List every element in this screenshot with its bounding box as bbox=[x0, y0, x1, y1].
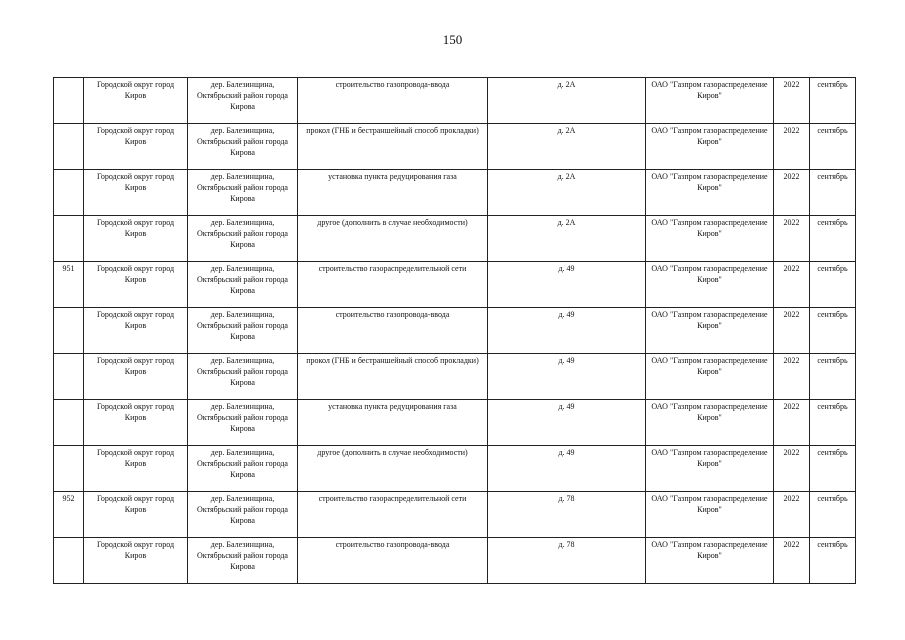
municipality-cell: Городской округ город Киров bbox=[84, 446, 188, 492]
row-number-cell bbox=[54, 124, 84, 170]
locality-cell: дер. Балезинщина, Октябрьский район города Кирова bbox=[188, 216, 298, 262]
table-row bbox=[54, 308, 856, 354]
row-number-cell bbox=[54, 354, 84, 400]
row-number-cell bbox=[54, 308, 84, 354]
house-cell: д. 2А bbox=[488, 78, 646, 124]
organization-cell: ОАО "Газпром газораспределение Киров" bbox=[646, 492, 774, 538]
table-row bbox=[54, 354, 856, 400]
month-cell: сентябрь bbox=[810, 308, 856, 354]
month-cell: сентябрь bbox=[810, 216, 856, 262]
table-row bbox=[54, 216, 856, 262]
page-number: 150 bbox=[442, 32, 463, 47]
row-number-cell bbox=[54, 78, 84, 124]
year-cell: 2022 bbox=[774, 170, 810, 216]
locality-cell: дер. Балезинщина, Октябрьский район города Кирова bbox=[188, 492, 298, 538]
row-number-cell bbox=[54, 538, 84, 584]
locality-cell: дер. Балезинщина, Октябрьский район города Кирова bbox=[188, 308, 298, 354]
organization-cell: ОАО "Газпром газораспределение Киров" bbox=[646, 216, 774, 262]
municipality-cell: Городской округ город Киров bbox=[84, 216, 188, 262]
locality-cell: дер. Балезинщина, Октябрьский район города Кирова bbox=[188, 354, 298, 400]
work-type-cell: строительство газораспределительной сети bbox=[298, 262, 488, 308]
month-cell: сентябрь bbox=[810, 446, 856, 492]
year-cell: 2022 bbox=[774, 262, 810, 308]
work-type-cell: строительство газопровода-ввода bbox=[298, 538, 488, 584]
work-type-cell: другое (дополнить в случае необходимости) bbox=[298, 446, 488, 492]
organization-cell: ОАО "Газпром газораспределение Киров" bbox=[646, 446, 774, 492]
municipality-cell: Городской округ город Киров bbox=[84, 78, 188, 124]
municipality-cell: Городской округ город Киров bbox=[84, 354, 188, 400]
table-row bbox=[54, 538, 856, 584]
table-row bbox=[54, 446, 856, 492]
work-type-cell: установка пункта редуцирования газа bbox=[298, 170, 488, 216]
table-row bbox=[54, 124, 856, 170]
organization-cell: ОАО "Газпром газораспределение Киров" bbox=[646, 538, 774, 584]
work-type-cell: установка пункта редуцирования газа bbox=[298, 400, 488, 446]
year-cell: 2022 bbox=[774, 400, 810, 446]
row-number-cell bbox=[54, 216, 84, 262]
year-cell: 2022 bbox=[774, 216, 810, 262]
work-type-cell: строительство газопровода-ввода bbox=[298, 78, 488, 124]
work-type-cell: другое (дополнить в случае необходимости) bbox=[298, 216, 488, 262]
row-number-cell bbox=[54, 170, 84, 216]
organization-cell: ОАО "Газпром газораспределение Киров" bbox=[646, 78, 774, 124]
year-cell: 2022 bbox=[774, 308, 810, 354]
municipality-cell: Городской округ город Киров bbox=[84, 492, 188, 538]
house-cell: д. 49 bbox=[488, 354, 646, 400]
organization-cell: ОАО "Газпром газораспределение Киров" bbox=[646, 262, 774, 308]
row-number-cell bbox=[54, 446, 84, 492]
locality-cell: дер. Балезинщина, Октябрьский район города Кирова bbox=[188, 170, 298, 216]
organization-cell: ОАО "Газпром газораспределение Киров" bbox=[646, 170, 774, 216]
organization-cell: ОАО "Газпром газораспределение Киров" bbox=[646, 400, 774, 446]
table-row bbox=[54, 492, 856, 538]
locality-cell: дер. Балезинщина, Октябрьский район города Кирова bbox=[188, 262, 298, 308]
municipality-cell: Городской округ город Киров bbox=[84, 262, 188, 308]
organization-cell: ОАО "Газпром газораспределение Киров" bbox=[646, 124, 774, 170]
year-cell: 2022 bbox=[774, 354, 810, 400]
month-cell: сентябрь bbox=[810, 262, 856, 308]
locality-cell: дер. Балезинщина, Октябрьский район города Кирова bbox=[188, 538, 298, 584]
municipality-cell: Городской округ город Киров bbox=[84, 538, 188, 584]
work-type-cell: прокол (ГНБ и бестраншейный способ прокладки) bbox=[298, 124, 488, 170]
house-cell: д. 78 bbox=[488, 492, 646, 538]
house-cell: д. 78 bbox=[488, 538, 646, 584]
locality-cell: дер. Балезинщина, Октябрьский район города Кирова bbox=[188, 400, 298, 446]
organization-cell: ОАО "Газпром газораспределение Киров" bbox=[646, 354, 774, 400]
table-row bbox=[54, 400, 856, 446]
year-cell: 2022 bbox=[774, 124, 810, 170]
row-number-cell bbox=[54, 400, 84, 446]
month-cell: сентябрь bbox=[810, 354, 856, 400]
month-cell: сентябрь bbox=[810, 492, 856, 538]
year-cell: 2022 bbox=[774, 446, 810, 492]
house-cell: д. 2А bbox=[488, 170, 646, 216]
year-cell: 2022 bbox=[774, 538, 810, 584]
year-cell: 2022 bbox=[774, 78, 810, 124]
house-cell: д. 49 bbox=[488, 308, 646, 354]
month-cell: сентябрь bbox=[810, 538, 856, 584]
house-cell: д. 2А bbox=[488, 216, 646, 262]
table-row bbox=[54, 262, 856, 308]
works-table bbox=[53, 77, 856, 584]
locality-cell: дер. Балезинщина, Октябрьский район города Кирова bbox=[188, 124, 298, 170]
year-cell: 2022 bbox=[774, 492, 810, 538]
month-cell: сентябрь bbox=[810, 170, 856, 216]
month-cell: сентябрь bbox=[810, 78, 856, 124]
house-cell: д. 2А bbox=[488, 124, 646, 170]
work-type-cell: строительство газораспределительной сети bbox=[298, 492, 488, 538]
house-cell: д. 49 bbox=[488, 446, 646, 492]
municipality-cell: Городской округ город Киров bbox=[84, 400, 188, 446]
table-row bbox=[54, 78, 856, 124]
month-cell: сентябрь bbox=[810, 124, 856, 170]
locality-cell: дер. Балезинщина, Октябрьский район города Кирова bbox=[188, 446, 298, 492]
municipality-cell: Городской округ город Киров bbox=[84, 124, 188, 170]
organization-cell: ОАО "Газпром газораспределение Киров" bbox=[646, 308, 774, 354]
house-cell: д. 49 bbox=[488, 262, 646, 308]
row-number-cell: 951 bbox=[54, 262, 84, 308]
work-type-cell: прокол (ГНБ и бестраншейный способ прокладки) bbox=[298, 354, 488, 400]
locality-cell: дер. Балезинщина, Октябрьский район города Кирова bbox=[188, 78, 298, 124]
table-row bbox=[54, 170, 856, 216]
work-type-cell: строительство газопровода-ввода bbox=[298, 308, 488, 354]
row-number-cell: 952 bbox=[54, 492, 84, 538]
house-cell: д. 49 bbox=[488, 400, 646, 446]
municipality-cell: Городской округ город Киров bbox=[84, 308, 188, 354]
municipality-cell: Городской округ город Киров bbox=[84, 170, 188, 216]
month-cell: сентябрь bbox=[810, 400, 856, 446]
